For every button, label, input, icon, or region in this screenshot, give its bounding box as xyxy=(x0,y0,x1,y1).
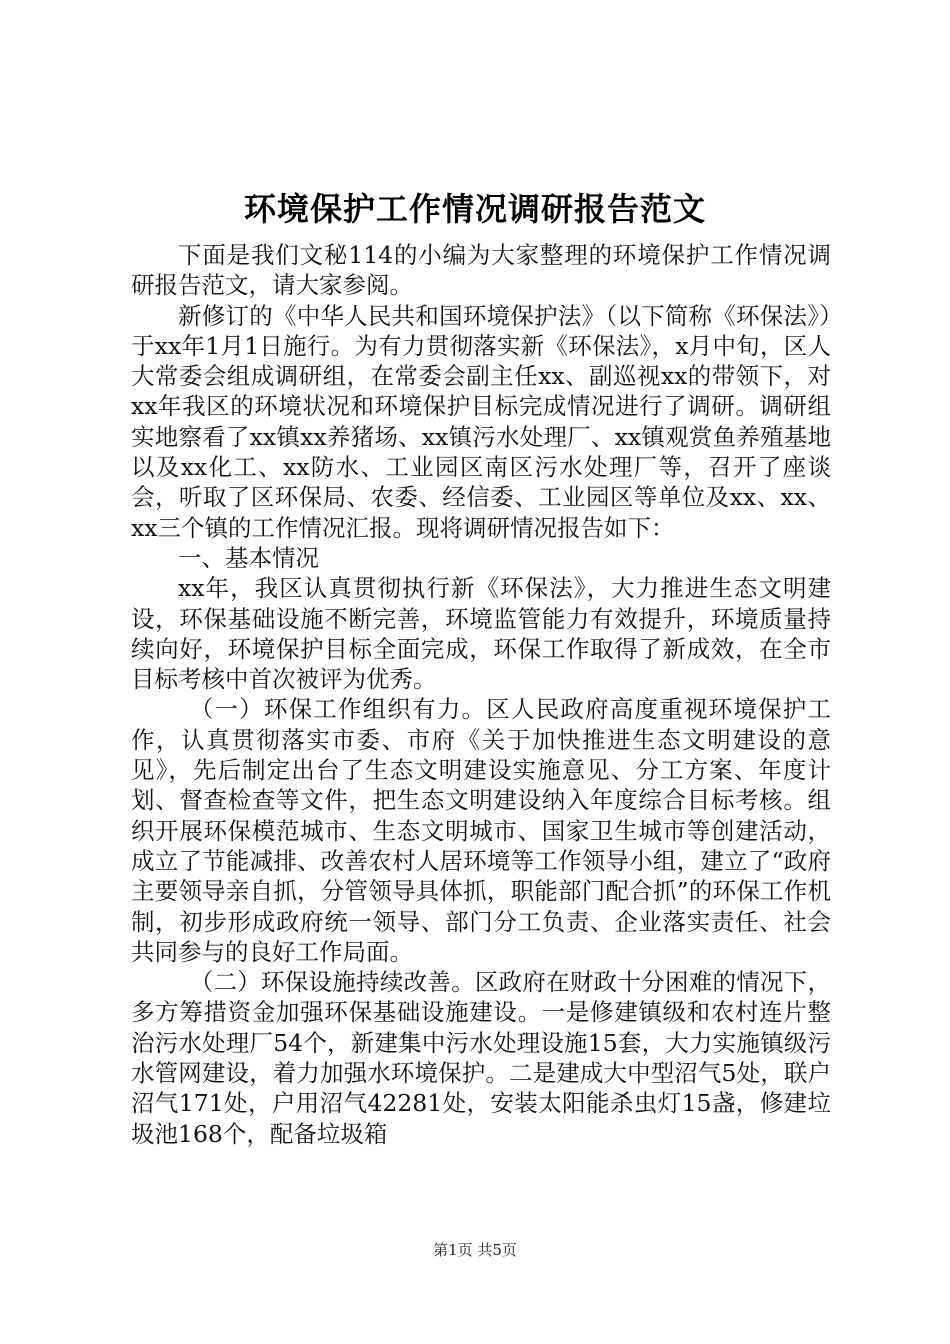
document-body xyxy=(131,240,831,1149)
subsection-facilities-paragraph: （二）环保设施持续改善。区政府在财政十分困难的情况下，多方筹措资金加强环保基础设施建设。一是修建镇级和农村连片整治污水处理厂54个，新建集中污水处理设施15套，大力实施镇级污水管网建设，着力加强水环境保护。二是建成大中型沼气5处，联户沼气171处，户用沼气42281处，安装太阳能杀虫灯15盏，修建垃圾池168个，配备垃圾箱 xyxy=(131,968,831,1148)
document-title: 环境保护工作情况调研报告范文 xyxy=(243,190,706,228)
intro-paragraph: 下面是我们文秘114的小编为大家整理的环境保护工作情况调研报告范文，请大家参阅。 xyxy=(131,241,831,300)
page-footer: 第1页 共5页 xyxy=(433,1241,517,1259)
background-paragraph: 新修订的《中华人民共和国环境保护法》（以下简称《环保法》）于xx年1月1日施行。为有力贯彻落实新《环保法》，x月中旬，区人大常委会组成调研组，在常委会副主任xx、副巡视xx的带领下，对xx年我区的环境状况和环境保护目标完成情况进行了调研。调研组实地察看了xx镇xx养猪场、xx镇污水处理厂、xx镇观赏鱼养殖基地以及xx化工、xx防水、工业园区南区污水处理厂等，召开了座谈会，听取了区环保局、农委、经信委、工业园区等单位及xx、xx、xx三个镇的工作情况汇报。现将调研情况报告如下： xyxy=(131,301,831,542)
section-heading-basic-situation: 一、基本情况 xyxy=(178,543,319,572)
subsection-organization-paragraph: （一）环保工作组织有力。区人民政府高度重视环境保护工作，认真贯彻落实市委、市府《关于加快推进生态文明建设的意见》，先后制定出台了生态文明建设实施意见、分工方案、年度计划、督查检查等文件，把生态文明建设纳入年度综合目标考核。组织开展环保模范城市、生态文明城市、国家卫生城市等创建活动，成立了节能减排、改善农村人居环境等工作领导小组，建立了“政府主要领导亲自抓，分管领导具体抓，职能部门配合抓”的环保工作机制，初步形成政府统一领导、部门分工负责、企业落实责任、社会共同参与的良好工作局面。 xyxy=(131,695,831,966)
basic-situation-paragraph: xx年，我区认真贯彻执行新《环保法》，大力推进生态文明建设，环保基础设施不断完善，环境监管能力有效提升，环境质量持续向好，环境保护目标全面完成，环保工作取得了新成效，在全市目标考核中首次被评为优秀。 xyxy=(131,574,831,694)
